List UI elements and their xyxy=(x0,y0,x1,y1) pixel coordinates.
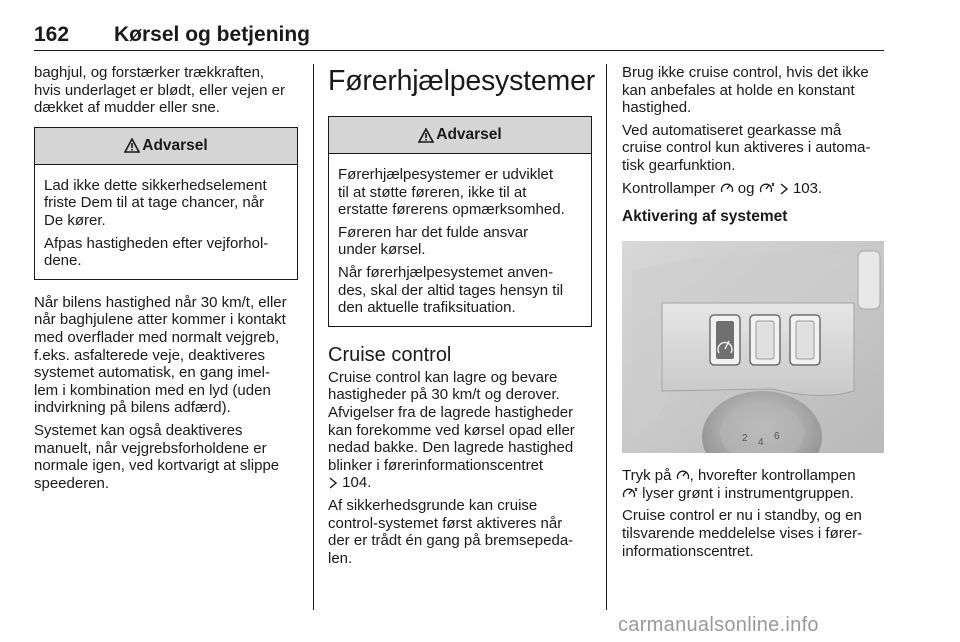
cruise-control-icon xyxy=(720,181,734,195)
subsection-title: Cruise control xyxy=(328,343,452,366)
warning-title: Advarsel xyxy=(142,136,208,154)
warning-header xyxy=(329,117,591,154)
column-2 xyxy=(328,64,596,572)
cruise-control-set-icon xyxy=(759,181,775,195)
body-paragraph: Kontrollamper og 103. xyxy=(622,179,823,197)
dashboard-switch-photo xyxy=(622,241,884,453)
warning-body: Lad ikke dette sikkerhedselement friste Dem til at tage chancer, når De kører. Afpas hastigheden efter vejforhol- dene. xyxy=(44,176,269,270)
body-paragraph: Systemet kan også deaktiveres manuelt, når vejgrebsforholdene er normale igen, ved kortvarigt at slippe speederen. xyxy=(34,421,280,492)
gear-number: 4 xyxy=(758,437,764,449)
page-reference[interactable]: 103. xyxy=(792,179,823,197)
warning-header xyxy=(35,128,297,165)
chapter-title: Kørsel og betjening xyxy=(114,23,311,46)
cruise-control-set-icon xyxy=(622,486,638,500)
gear-number: 6 xyxy=(774,431,780,443)
column-3 xyxy=(622,64,886,565)
body-paragraph: Cruise control er nu i standby, og en tilsvarende meddelelse vises i fører- informationscentret. xyxy=(622,507,863,560)
cruise-control-icon xyxy=(676,468,690,482)
page-header xyxy=(34,20,884,51)
warning-triangle-icon xyxy=(124,138,140,153)
gear-number: 2 xyxy=(742,433,748,445)
watermark: carmanualsonline.info xyxy=(618,614,819,636)
column-divider xyxy=(313,64,314,610)
page-reference[interactable]: 104. xyxy=(342,474,372,492)
body-paragraph: Tryk på , hvorefter kontrollampen lyser grønt i instrumentgruppen. xyxy=(622,467,856,502)
warning-title: Advarsel xyxy=(436,126,502,143)
intro-paragraph: baghjul, og forstærker trækkraften, hvis underlaget er blødt, eller vejen er dækket af mudder eller sne. xyxy=(34,64,285,117)
warning-box xyxy=(328,116,592,327)
section-title: Førerhjælpesystemer xyxy=(328,65,596,97)
subsection-heading: Aktivering af systemet xyxy=(622,208,788,226)
page-number: 162 xyxy=(34,23,70,46)
body-paragraph: Af sikkerhedsgrunde kan cruise control-systemet først aktiveres når der er trådt én gang på bremsepeda- len. xyxy=(328,496,574,567)
column-1 xyxy=(34,64,298,497)
body-paragraph: Når bilens hastighed når 30 km/t, eller når baghjulene atter kommer i kontakt med overflader med normalt vejgreb, f.eks. asfalterede veje, deaktiveres systemet automatisk, en gang imel- lem i kombination med en lyd (uden indvirkning på bilens adfærd). xyxy=(34,293,287,417)
column-divider xyxy=(606,64,607,610)
warning-box xyxy=(34,127,298,280)
warning-triangle-icon xyxy=(418,128,434,143)
body-paragraph: Cruise control kan lagre og bevare hastigheder på 30 km/t og derover. Afvigelser fra de lagrede hastigheder kan forekomme ved kørsel opad eller nedad bakke. Den lagrede hastighed blinker i førerinformationscentret 104. xyxy=(328,368,575,492)
body-paragraph: Ved automatiseret gearkasse må cruise control kun aktiveres i automa- tisk gearfunktion. xyxy=(622,121,871,174)
page-reference-icon xyxy=(779,183,789,195)
page-reference-icon xyxy=(328,477,338,489)
warning-body: Førerhjælpesystemer er udviklet til at støtte føreren, ikke til at erstatte førerens opmærksomhed. Føreren har det fulde ansvar under kørsel. Når førerhjælpesystemet anven- des, skal der altid tages hensyn til den aktuelle trafiksituation. xyxy=(338,166,565,317)
body-paragraph: Brug ikke cruise control, hvis det ikke kan anbefales at holde en konstant hastighed. xyxy=(622,64,869,117)
